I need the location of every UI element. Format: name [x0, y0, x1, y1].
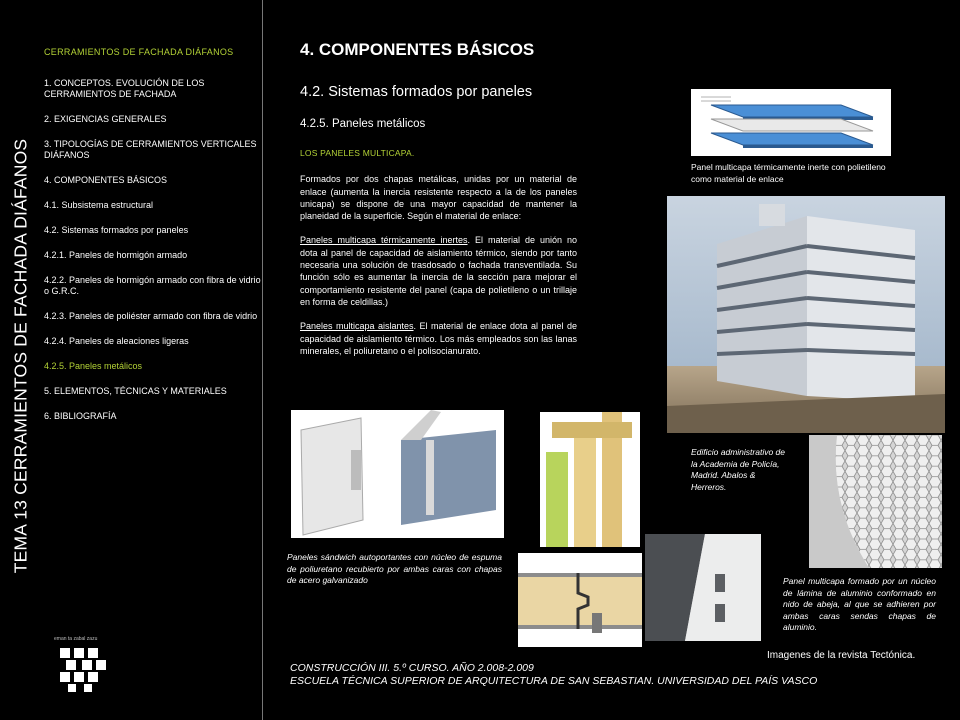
logo-caption: eman ta zabal zazu: [54, 636, 98, 642]
nav-item-elementos[interactable]: 5. ELEMENTOS, TÉCNICAS Y MATERIALES: [44, 386, 227, 396]
caption-sandwich: Paneles sándwich autoportantes con núcleo de espuma de poliuretano recubierto por ambas caras con chapas de acero galvanizado: [287, 552, 502, 585]
upv-ehu-logo-icon: [54, 636, 114, 696]
subsection-heading: 4.2.5. Paneles metálicos: [300, 118, 426, 130]
caption-nido-abeja: Panel multicapa formado por un núcleo de lámina de aluminio conformado en nido de abeja, al que se adhieren por ambas caras sendas chapas de aluminio.: [783, 576, 936, 632]
body-text: [300, 147, 577, 369]
footer-school: ESCUELA TÉCNICA SUPERIOR DE ARQUITECTURA DE SAN SEBASTIAN. UNIVERSIDAD DEL PAÍS VASCO: [290, 674, 818, 687]
vertical-divider: [262, 0, 263, 720]
nav-item-exigencias[interactable]: 2. EXIGENCIAS GENERALES: [44, 114, 167, 124]
nav-item-conceptos[interactable]: 1. CONCEPTOS. EVOLUCIÓN DE LOS CERRAMIENTOS DE FACHADA: [44, 78, 205, 99]
paragraph-aislantes: Paneles multicapa aislantes. El material de enlace dota al panel de capacidad de aislamiento térmico. Los más empleados son las lanas minerales, el poliuretano o el polisocianurato.: [300, 321, 577, 356]
joint-detail-image: [518, 553, 642, 647]
nav-item-hormigon[interactable]: 4.2.1. Paneles de hormigón armado: [44, 250, 188, 260]
section-label: LOS PANELES MULTICAPA.: [300, 148, 415, 158]
nav-item-subsistema[interactable]: 4.1. Subsistema estructural: [44, 200, 154, 210]
page-title: 4. COMPONENTES BÁSICOS: [300, 40, 535, 59]
nav-item-poliester[interactable]: 4.2.3. Paneles de poliéster armado con fibra de vidrio: [44, 311, 258, 321]
sidebar-nav: [44, 46, 262, 436]
university-logo: [54, 636, 114, 696]
section-heading: 4.2. Sistemas formados por paneles: [300, 84, 533, 100]
image-credit: Imagenes de la revista Tectónica.: [767, 650, 916, 661]
nav-item-componentes[interactable]: 4. COMPONENTES BÁSICOS: [44, 175, 168, 185]
footer-course: CONSTRUCCIÓN III. 5.º CURSO. AÑO 2.008-2.009: [290, 662, 534, 674]
edificio-photo: [667, 196, 945, 433]
nav-item-sistemas-paneles[interactable]: 4.2. Sistemas formados por paneles: [44, 225, 189, 235]
nido-abeja-image: [809, 435, 942, 568]
nav-item-grc[interactable]: 4.2.2. Paneles de hormigón armado con fibra de vidrio o G.R.C.: [44, 275, 261, 296]
caption-edificio: Edificio administrativo de la Academia de Policía, Madrid. Abalos & Herreros.: [691, 447, 786, 492]
term-aislantes: Paneles multicapa aislantes: [300, 321, 414, 332]
facade-detail-photo: [645, 534, 761, 641]
paragraph-intro: Formados por dos chapas metálicas, unidas por un material de enlace (aumenta la inercia resistente respecto a la de los paneles unicapa) se dispone de una mayor capacidad de mantener la planeidad de la superficie. Según el material de enlace:: [300, 174, 577, 222]
nav-item-metalicos[interactable]: 4.2.5. Paneles metálicos: [44, 361, 143, 371]
panel-inerte-image: [691, 89, 891, 156]
nav-item-bibliografia[interactable]: 6. BIBLIOGRAFÍA: [44, 411, 117, 421]
term-inertes: Paneles multicapa térmicamente inertes: [300, 235, 468, 246]
nav-item-tipologias[interactable]: 3. TIPOLOGÍAS DE CERRAMIENTOS VERTICALES DIÁFANOS: [44, 139, 257, 160]
panel-core-image: [540, 412, 640, 547]
page-footer: [290, 662, 817, 687]
sandwich-panels-image: [291, 410, 504, 538]
paragraph-inertes: Paneles multicapa térmicamente inertes. El material de unión no dota al panel de capacidad de aislamiento térmico, siendo por tanto necesaria una solución de trasdosado o fachada transventilada. Su función sólo es aumentar la inercia de la sección para mejorar el comportamiento resistente del panel (capa de polietileno o un trillaje en forma de celdillas.): [300, 235, 578, 307]
caption-panel-inerte: Panel multicapa térmicamente inerte con polietileno como material de enlace: [691, 162, 886, 184]
side-title: TEMA 13 CERRAMIENTOS DE FACHADA DIÁFANOS: [10, 138, 31, 574]
sidebar-section-title: CERRAMIENTOS DE FACHADA DIÁFANOS: [44, 47, 234, 57]
nav-item-aleaciones[interactable]: 4.2.4. Paneles de aleaciones ligeras: [44, 336, 189, 346]
